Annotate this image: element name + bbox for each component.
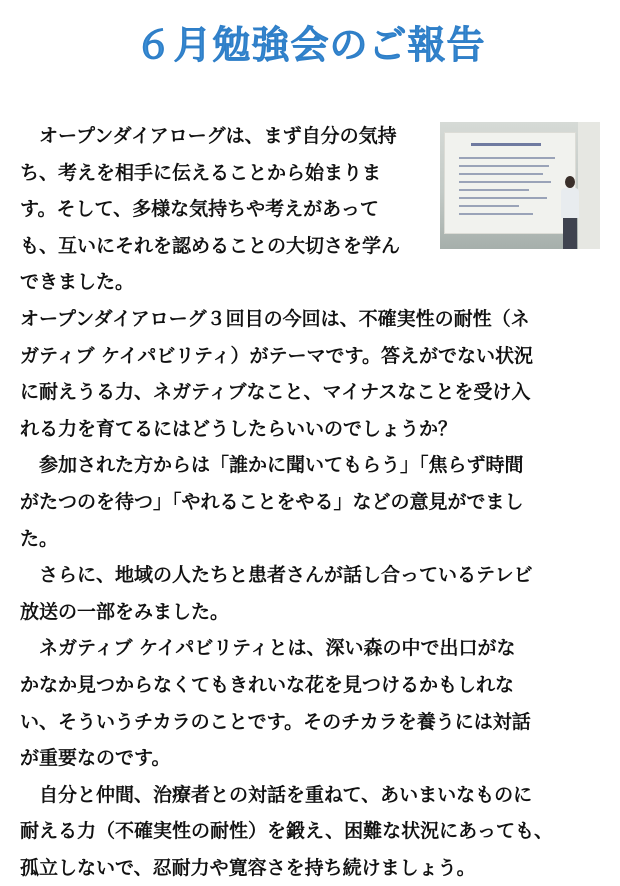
- page-title: ６月勉強会のご報告: [134, 23, 486, 67]
- body-line: が重要なのです。: [20, 747, 171, 770]
- body-line: 参加された方からは「誰かに聞いてもらう」「焦らず時間: [20, 454, 524, 477]
- body-line: 耐える力（不確実性の耐性）を鍛え、困難な状況にあっても、: [20, 820, 553, 843]
- body-line: できました。: [20, 271, 135, 294]
- body-line: ネガティブ ケイパビリティとは、深い森の中で出口がな: [20, 637, 516, 660]
- body-line: 放送の一部をみました。: [20, 600, 230, 623]
- body-line: い、そういうチカラのことです。そのチカラを養うには対話: [20, 710, 531, 733]
- body-line: 孤立しないで、忍耐力や寛容さを持ち続けましょう。: [20, 856, 476, 879]
- body-line: がたつのを待つ」「やれることをやる」などの意見がでまし: [20, 490, 524, 513]
- report-body: [20, 118, 553, 886]
- body-line: オープンダイアローグは、まず自分の気持: [20, 125, 397, 147]
- body-line: ガティブ ケイパビリティ）がテーマです。答えがでない状況: [20, 344, 533, 367]
- body-line: た。: [20, 527, 59, 550]
- presenter-figure: [558, 176, 582, 249]
- body-line: ち、考えを相手に伝えることから始まりま: [20, 161, 382, 184]
- body-line: さらに、地域の人たちと患者さんが話し合っているテレビ: [20, 564, 533, 587]
- body-line: かなか見つからなくてもきれいな花を見つけるかもしれな: [20, 673, 515, 696]
- body-line: 自分と仲間、治療者との対話を重ねて、あいまいなものに: [20, 783, 533, 806]
- body-line: オープンダイアローグ３回目の今回は、不確実性の耐性（ネ: [20, 307, 530, 330]
- body-line: す。そして、多様な気持ちや考えがあって: [20, 198, 379, 221]
- body-line: も、互いにそれを認めることの大切さを学ん: [20, 234, 401, 257]
- body-line: に耐えうる力、ネガティブなこと、マイナスなことを受け入: [20, 381, 531, 404]
- body-line: れる力を育てるにはどうしたらいいのでしょうか？: [20, 417, 458, 440]
